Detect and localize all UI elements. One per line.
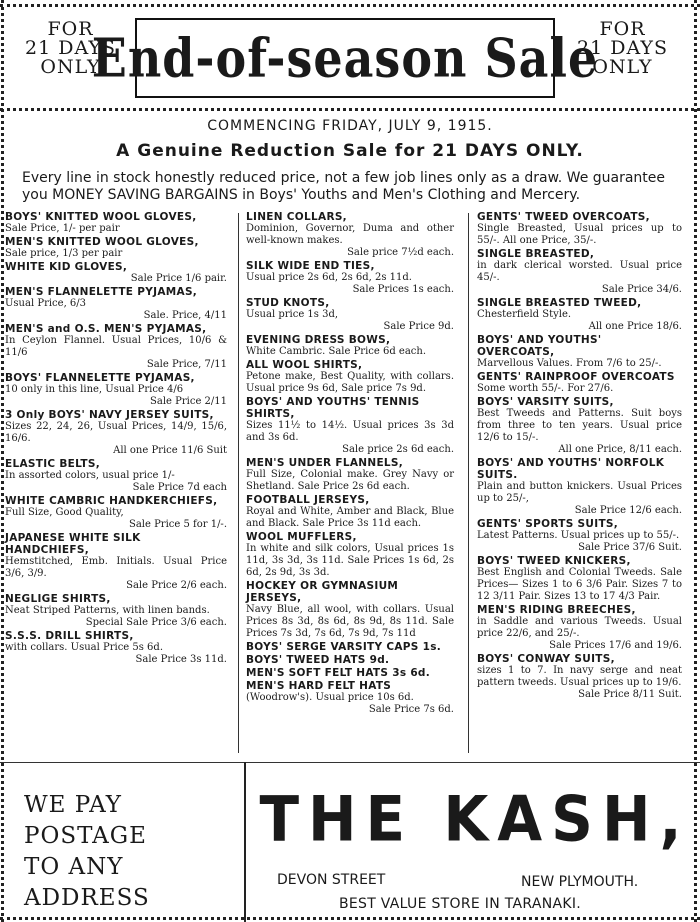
item-sale-price: Sale price 7½d each.	[347, 247, 454, 258]
item-heading: SILK WIDE END TIES,	[246, 260, 375, 272]
commencing-date: COMMENCING FRIDAY, JULY 9, 1915.	[207, 118, 493, 134]
badge-line: ONLY	[40, 56, 101, 78]
item-description: Marvellous Values. From 7/6 to 25/-.	[477, 358, 662, 369]
item-heading: SINGLE BREASTED TWEED,	[477, 297, 642, 309]
item-heading: GENTS' RAINPROOF OVERCOATS	[477, 371, 675, 383]
item-heading: BOYS' AND YOUTHS' TENNIS SHIRTS,	[246, 396, 420, 420]
price-list-item	[5, 409, 227, 457]
item-heading: BOYS' SERGE VARSITY CAPS 1s.	[246, 641, 442, 653]
store-tagline: BEST VALUE STORE IN TARANAKI.	[338, 896, 582, 912]
item-sale-price: Sale Price 2/11	[150, 396, 227, 407]
item-sale-price: All one Price, 8/11 each.	[558, 444, 682, 455]
column-divider	[468, 213, 469, 753]
badge-line: FOR	[47, 18, 94, 40]
price-column-2	[246, 211, 454, 717]
price-list-item	[246, 359, 454, 395]
price-list-item	[477, 248, 682, 296]
item-description: Navy Blue, all wool, with collars. Usual Prices 8s 3d, 8s 6d, 8s 9d, 8s 11d. Sale Prices 7s 3d, 7s 6d, 7s 9d, 7s 11d	[246, 604, 454, 639]
item-description: Chesterfield Style.	[477, 309, 572, 320]
item-description: In white and silk colors, Usual prices 1s 11d, 3s 3d, 3s 11d. Sale Prices 1s 6d, 2s 6d, 2s 9d, 3s 3d.	[246, 543, 454, 578]
price-list-item	[246, 641, 454, 653]
price-list-item	[477, 371, 682, 395]
item-description: (Woodrow's). Usual price 10s 6d.	[246, 692, 414, 703]
price-list-item	[477, 297, 682, 333]
postage-line: WE PAY	[24, 792, 122, 818]
item-heading: BOYS' TWEED HATS 9d.	[246, 654, 390, 666]
item-description: Sizes 22, 24, 26, Usual Prices, 14/9, 15/6, 16/6.	[5, 421, 227, 444]
item-heading: STUD KNOTS,	[246, 297, 330, 309]
postage-notice	[24, 790, 150, 914]
price-list-item	[5, 211, 227, 235]
price-list-item	[5, 593, 227, 629]
item-heading: 3 Only BOYS' NAVY JERSEY SUITS,	[5, 409, 214, 421]
item-description: Full Size, Colonial make. Grey Navy or Shetland. Sale Price 2s 6d each.	[246, 469, 454, 492]
item-sale-price: Sale Price, 7/11	[146, 359, 227, 370]
price-list-item	[477, 555, 682, 603]
item-description: Petone make, Best Quality, with collars. Usual price 9s 6d, Sale price 7s 9d.	[246, 371, 454, 394]
item-description: Best English and Colonial Tweeds. Sale Prices— Sizes 1 to 6 3/6 Pair. Sizes 7 to 12 3/11 Pair. Sizes 13 to 17 4/3 Pair.	[477, 567, 682, 602]
item-heading: BOYS' AND YOUTHS' OVERCOATS,	[477, 334, 602, 358]
price-list-item	[5, 495, 227, 531]
item-heading: GENTS' SPORTS SUITS,	[477, 518, 619, 530]
item-heading: BOYS' TWEED KNICKERS,	[477, 555, 631, 567]
price-column-3	[477, 211, 682, 702]
item-heading: LINEN COLLARS,	[246, 211, 347, 223]
item-heading: MEN'S SOFT FELT HATS 3s 6d.	[246, 667, 431, 679]
item-description: Usual Price, 6/3	[5, 298, 87, 309]
badge-line: ONLY	[592, 56, 653, 78]
price-list-item	[246, 396, 454, 456]
postage-line: POSTAGE	[24, 823, 147, 849]
item-sale-price: Sale Price 8/11 Suit.	[578, 689, 682, 700]
item-heading: SINGLE BREASTED,	[477, 248, 595, 260]
item-description: Single Breasted, Usual prices up to 55/-. All one Price, 35/-.	[477, 223, 682, 246]
item-description: White Cambric. Sale Price 6d each.	[246, 346, 427, 357]
item-heading: WHITE CAMBRIC HANDKERCHIEFS,	[5, 495, 218, 507]
price-list-item	[246, 260, 454, 296]
item-heading: MEN'S and O.S. MEN'S PYJAMAS,	[5, 323, 207, 335]
item-heading: JAPANESE WHITE SILK HANDCHIEFS,	[5, 532, 141, 556]
price-list-item	[5, 286, 227, 322]
item-heading: BOYS' KNITTED WOOL GLOVES,	[5, 211, 197, 223]
price-list-item	[5, 458, 227, 494]
item-sale-price: Sale Prices 17/6 and 19/6.	[549, 640, 682, 651]
column-divider	[238, 213, 239, 753]
item-description: Plain and button knickers. Usual Prices up to 25/-,	[477, 481, 682, 504]
price-list-item	[477, 334, 682, 370]
item-sale-price: Sale Price 9d.	[383, 321, 454, 332]
price-list-item	[477, 518, 682, 554]
price-list-item	[246, 211, 454, 259]
item-description: Neat Striped Patterns, with linen bands.	[5, 605, 210, 616]
item-sale-price: Sale Price 7d each	[132, 482, 227, 493]
price-list-item	[477, 396, 682, 456]
footer-divider	[0, 762, 700, 763]
item-sale-price: Sale Price 3s 11d.	[135, 654, 227, 665]
price-list-item	[246, 580, 454, 640]
badge-line: 21 DAYS	[577, 37, 668, 59]
item-description: 10 only in this line, Usual Price 4/6	[5, 384, 184, 395]
item-sale-price: Sale Price 7s 6d.	[368, 704, 454, 715]
price-list-item	[246, 531, 454, 579]
badge-line: 21 DAYS	[25, 37, 116, 59]
item-sale-price: Sale Price 12/6 each.	[574, 505, 682, 516]
badge-line: FOR	[599, 18, 646, 40]
price-list-item	[246, 667, 454, 679]
item-sale-price: All one Price 11/6 Suit	[113, 445, 227, 456]
item-description: Royal and White, Amber and Black, Blue and Black. Sale Price 3s 11d each.	[246, 506, 454, 529]
item-description: Usual price 2s 6d, 2s 6d, 2s 11d.	[246, 272, 412, 283]
price-column-1	[5, 211, 227, 667]
item-description: in Saddle and various Tweeds. Usual price 22/6, and 25/-.	[477, 616, 682, 639]
item-heading: MEN'S UNDER FLANNELS,	[246, 457, 404, 469]
item-heading: MEN'S FLANNELETTE PYJAMAS,	[5, 286, 198, 298]
price-list-item	[5, 261, 227, 285]
price-list-item	[5, 323, 227, 371]
item-description: Latest Patterns. Usual prices up to 55/-.	[477, 530, 680, 541]
item-heading: S.S.S. DRILL SHIRTS,	[5, 630, 134, 642]
store-town: NEW PLYMOUTH.	[521, 874, 639, 890]
item-heading: EVENING DRESS BOWS,	[246, 334, 391, 346]
item-heading: WOOL MUFFLERS,	[246, 531, 357, 543]
item-description: Sale Price, 1/- per pair	[5, 223, 120, 234]
item-sale-price: Sale Price 37/6 Suit.	[578, 542, 682, 553]
store-name: THE KASH,	[259, 782, 691, 856]
item-description: Sizes 11½ to 14½. Usual prices 3s 3d and 3s 6d.	[246, 420, 454, 443]
item-description: Full Size, Good Quality,	[5, 507, 124, 518]
price-list-item	[477, 653, 682, 701]
item-sale-price: Sale price 2s 6d each.	[342, 444, 454, 455]
item-heading: ALL WOOL SHIRTS,	[246, 359, 363, 371]
genuine-reduction-headline: A Genuine Reduction Sale for 21 DAYS ONLY.	[116, 141, 584, 161]
item-sale-price: Special Sale Price 3/6 each.	[85, 617, 227, 628]
item-heading: MEN'S HARD FELT HATS	[246, 680, 392, 692]
item-description: Hemstitched, Emb. Initials. Usual Price 3/6, 3/9.	[5, 556, 227, 579]
right-duration-badge	[560, 20, 685, 77]
item-description: with collars. Usual Price 5s 6d.	[5, 642, 164, 653]
item-heading: WHITE KID GLOVES,	[5, 261, 128, 273]
intro-paragraph: Every line in stock honestly reduced price, not a few job lines only as a draw. We guarantee you MONEY SAVING BARGAINS in Boys' Youths and Men's Clothing and Mercery.	[22, 170, 666, 203]
item-heading: NEGLIGE SHIRTS,	[5, 593, 111, 605]
price-list-item	[246, 457, 454, 493]
sale-title: End-of-season Sale	[91, 26, 599, 90]
item-description: in dark clerical worsted. Usual price 45/-.	[477, 260, 682, 283]
item-sale-price: Sale Price 1/6 pair.	[130, 273, 227, 284]
item-description: In Ceylon Flannel. Usual Prices, 10/6 & 11/6	[5, 335, 227, 358]
footer-column-divider	[244, 762, 246, 922]
item-description: Best Tweeds and Patterns. Suit boys from three to ten years. Usual price 12/6 to 15/-.	[477, 408, 682, 443]
item-description: Dominion, Governor, Duma and other well-known makes.	[246, 223, 454, 246]
item-description: In assorted colors, usual price 1/-	[5, 470, 175, 481]
price-list-item	[246, 654, 454, 666]
postage-line: ADDRESS	[24, 885, 150, 911]
sale-title-box	[91, 18, 599, 98]
header-dotted-divider	[0, 108, 700, 111]
item-heading: BOYS' VARSITY SUITS,	[477, 396, 614, 408]
item-heading: BOYS' CONWAY SUITS,	[477, 653, 615, 665]
item-sale-price: Sale. Price, 4/11	[143, 310, 227, 321]
item-description: sizes 1 to 7. In navy serge and neat pattern tweeds. Usual prices up to 19/6.	[477, 665, 682, 688]
price-list-item	[477, 211, 682, 247]
item-heading: FOOTBALL JERSEYS,	[246, 494, 370, 506]
price-list-item	[246, 494, 454, 530]
bottom-dotted-border	[0, 917, 700, 920]
item-heading: BOYS' FLANNELETTE PYJAMAS,	[5, 372, 195, 384]
store-street: DEVON STREET	[277, 872, 386, 888]
price-list-item	[246, 680, 454, 716]
item-sale-price: Sale Price 2/6 each.	[126, 580, 227, 591]
item-sale-price: Sale Price 5 for 1/-.	[128, 519, 227, 530]
price-list-item	[246, 297, 454, 333]
postage-line: TO ANY	[24, 854, 124, 880]
price-list-item	[5, 532, 227, 592]
item-sale-price: Sale Price 34/6.	[601, 284, 682, 295]
item-heading: HOCKEY OR GYMNASIUM JERSEYS,	[246, 580, 399, 604]
item-sale-price: All one Price 18/6.	[588, 321, 682, 332]
item-description: Sale price, 1/3 per pair	[5, 248, 123, 259]
price-list-item	[477, 604, 682, 652]
item-description: Some worth 55/-. For 27/6.	[477, 383, 614, 394]
item-description: Usual price 1s 3d,	[246, 309, 339, 320]
item-heading: BOYS' AND YOUTHS' NORFOLK SUITS.	[477, 457, 665, 481]
item-heading: ELASTIC BELTS,	[5, 458, 101, 470]
top-dotted-border	[0, 4, 700, 7]
item-sale-price: Sale Prices 1s each.	[352, 284, 454, 295]
price-list-item	[5, 630, 227, 666]
item-heading: MEN'S KNITTED WOOL GLOVES,	[5, 236, 199, 248]
price-list-item	[5, 236, 227, 260]
price-list-item	[246, 334, 454, 358]
left-dotted-border	[1, 0, 4, 922]
price-list-item	[5, 372, 227, 408]
price-list-item	[477, 457, 682, 517]
item-heading: MEN'S RIDING BREECHES,	[477, 604, 636, 616]
item-heading: GENTS' TWEED OVERCOATS,	[477, 211, 650, 223]
